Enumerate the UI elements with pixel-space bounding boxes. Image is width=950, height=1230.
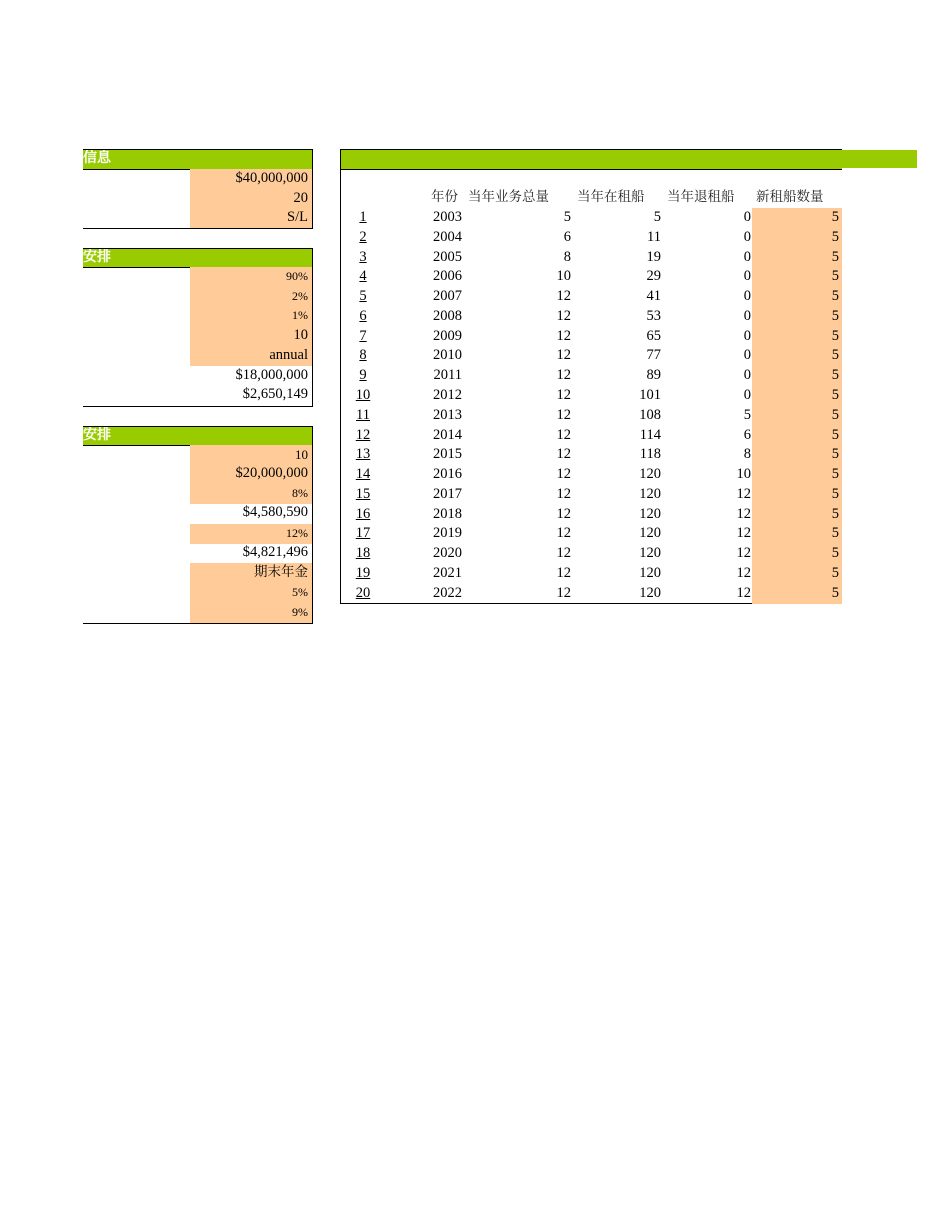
row-active: 19 bbox=[646, 248, 661, 265]
section1-value-2[interactable]: S/L bbox=[190, 208, 312, 228]
row-index-link[interactable]: 1 bbox=[359, 209, 367, 225]
table-row bbox=[340, 445, 842, 465]
column-header-returned: 当年退租船 bbox=[667, 189, 735, 205]
section3-value-0[interactable]: 10 bbox=[190, 445, 312, 465]
table-row bbox=[340, 406, 842, 426]
row-active: 65 bbox=[646, 327, 661, 344]
column-header-year: 年份 bbox=[431, 189, 458, 205]
section2-value-2[interactable]: 1% bbox=[190, 306, 312, 326]
row-index-link[interactable]: 3 bbox=[359, 248, 367, 265]
row-returned: 0 bbox=[743, 347, 751, 364]
row-total: 12 bbox=[556, 288, 571, 305]
table-row bbox=[340, 248, 842, 268]
table-row bbox=[340, 267, 842, 287]
row-year: 2012 bbox=[433, 387, 462, 404]
row-new-input[interactable]: 5 bbox=[752, 406, 842, 426]
row-new-input[interactable]: 5 bbox=[752, 307, 842, 327]
section2-value-1[interactable]: 2% bbox=[190, 287, 312, 307]
row-total: 12 bbox=[556, 485, 571, 502]
row-new-input[interactable]: 5 bbox=[752, 564, 842, 584]
row-index-link[interactable]: 13 bbox=[355, 446, 371, 463]
row-year: 2003 bbox=[433, 209, 462, 225]
row-total: 12 bbox=[556, 584, 571, 601]
row-returned: 0 bbox=[743, 387, 751, 404]
section2-value-4[interactable]: annual bbox=[190, 346, 312, 366]
row-total: 12 bbox=[556, 406, 571, 423]
row-active: 114 bbox=[639, 426, 661, 443]
row-active: 120 bbox=[639, 466, 661, 483]
table-row bbox=[340, 544, 842, 564]
row-returned: 0 bbox=[743, 228, 751, 245]
row-year: 2019 bbox=[433, 525, 462, 542]
section3-value-4[interactable]: 12% bbox=[190, 524, 312, 544]
column-header-total: 当年业务总量 bbox=[468, 189, 549, 205]
row-new-input[interactable]: 5 bbox=[752, 386, 842, 406]
row-new-input[interactable]: 5 bbox=[752, 287, 842, 307]
section3-value-1[interactable]: $20,000,000 bbox=[190, 464, 312, 484]
row-returned: 10 bbox=[736, 466, 751, 483]
row-year: 2009 bbox=[433, 327, 462, 344]
row-index-link[interactable]: 10 bbox=[355, 387, 371, 404]
row-index-link[interactable]: 2 bbox=[359, 228, 367, 245]
row-year: 2014 bbox=[433, 426, 462, 443]
row-new-input[interactable]: 5 bbox=[752, 426, 842, 446]
row-total: 8 bbox=[563, 248, 571, 265]
row-active: 120 bbox=[639, 505, 661, 522]
row-index-link[interactable]: 16 bbox=[355, 505, 371, 522]
row-total: 12 bbox=[556, 525, 571, 542]
row-total: 12 bbox=[556, 387, 571, 404]
row-active: 118 bbox=[639, 446, 661, 463]
row-year: 2020 bbox=[433, 545, 462, 562]
row-year: 2013 bbox=[433, 406, 462, 423]
row-index-link[interactable]: 15 bbox=[355, 485, 371, 502]
table-row bbox=[340, 505, 842, 525]
table-row bbox=[340, 228, 842, 248]
table-row bbox=[340, 386, 842, 406]
row-returned: 0 bbox=[743, 367, 751, 384]
row-new-input[interactable]: 5 bbox=[752, 445, 842, 465]
row-active: 108 bbox=[639, 406, 661, 423]
row-returned: 12 bbox=[736, 485, 751, 502]
row-year: 2011 bbox=[433, 367, 462, 384]
row-active: 101 bbox=[639, 387, 661, 404]
section3-value-5: $4,821,496 bbox=[242, 544, 308, 560]
section2-header bbox=[83, 248, 312, 267]
table-row bbox=[340, 485, 842, 505]
row-returned: 5 bbox=[743, 406, 751, 423]
row-total: 12 bbox=[556, 307, 571, 324]
row-index-link[interactable]: 14 bbox=[355, 466, 371, 483]
row-year: 2007 bbox=[433, 288, 462, 305]
row-new-input[interactable]: 5 bbox=[752, 465, 842, 485]
row-year: 2016 bbox=[433, 466, 462, 483]
section3-value-6[interactable]: 期末年金 bbox=[190, 563, 312, 583]
table-row bbox=[340, 208, 842, 228]
row-returned: 12 bbox=[736, 505, 751, 522]
row-returned: 0 bbox=[743, 209, 751, 225]
row-new-input[interactable]: 5 bbox=[752, 544, 842, 564]
row-index-link[interactable]: 4 bbox=[359, 268, 367, 285]
column-header-active: 当年在租船 bbox=[577, 189, 645, 205]
row-index-link[interactable]: 17 bbox=[355, 525, 371, 542]
table-header-bar bbox=[340, 149, 842, 169]
row-new-input[interactable]: 5 bbox=[752, 366, 842, 386]
row-year: 2022 bbox=[433, 584, 462, 601]
section2-value-6: $2,650,149 bbox=[242, 386, 308, 402]
row-returned: 0 bbox=[743, 327, 751, 344]
row-active: 77 bbox=[646, 347, 661, 364]
section3-value-8[interactable]: 9% bbox=[190, 603, 312, 623]
row-returned: 0 bbox=[743, 248, 751, 265]
row-active: 120 bbox=[639, 525, 661, 542]
row-total: 6 bbox=[563, 228, 571, 245]
row-returned: 0 bbox=[743, 307, 751, 324]
row-index-link[interactable]: 9 bbox=[359, 367, 367, 384]
table-row bbox=[340, 327, 842, 347]
row-active: 41 bbox=[646, 288, 661, 305]
row-total: 12 bbox=[556, 446, 571, 463]
row-active: 120 bbox=[639, 545, 661, 562]
table-row bbox=[340, 584, 842, 604]
row-new-input[interactable]: 5 bbox=[752, 228, 842, 248]
table-row bbox=[340, 426, 842, 446]
row-year: 2004 bbox=[433, 228, 462, 245]
row-index-link[interactable]: 8 bbox=[359, 347, 367, 364]
table-row bbox=[340, 287, 842, 307]
row-new-input[interactable]: 5 bbox=[752, 267, 842, 287]
row-returned: 0 bbox=[743, 288, 751, 305]
table-row bbox=[340, 366, 842, 386]
row-new-input[interactable]: 5 bbox=[752, 524, 842, 544]
row-year: 2018 bbox=[433, 505, 462, 522]
row-total: 12 bbox=[556, 545, 571, 562]
row-active: 53 bbox=[646, 307, 661, 324]
section2-title: 安排 bbox=[83, 249, 111, 265]
row-year: 2017 bbox=[433, 485, 462, 502]
row-total: 12 bbox=[556, 565, 571, 582]
row-new-input[interactable]: 5 bbox=[752, 584, 842, 604]
row-new-input[interactable]: 5 bbox=[752, 346, 842, 366]
table-header-bar-overflow bbox=[842, 150, 917, 168]
row-index-link[interactable]: 19 bbox=[355, 565, 371, 582]
row-year: 2010 bbox=[433, 347, 462, 364]
row-year: 2008 bbox=[433, 307, 462, 324]
column-header-new: 新租船数量 bbox=[756, 189, 824, 205]
row-total: 10 bbox=[556, 268, 571, 285]
row-new-input[interactable]: 5 bbox=[752, 208, 842, 228]
row-total: 12 bbox=[556, 347, 571, 364]
row-year: 2006 bbox=[433, 268, 462, 285]
section3-title: 安排 bbox=[83, 427, 111, 443]
row-year: 2021 bbox=[433, 565, 462, 582]
table-row bbox=[340, 465, 842, 485]
section2-value-0[interactable]: 90% bbox=[190, 267, 312, 287]
row-year: 2015 bbox=[433, 446, 462, 463]
section2-value-5: $18,000,000 bbox=[235, 367, 308, 383]
row-total: 12 bbox=[556, 505, 571, 522]
row-total: 12 bbox=[556, 466, 571, 483]
row-total: 12 bbox=[556, 367, 571, 384]
row-index-link[interactable]: 5 bbox=[359, 288, 367, 305]
row-returned: 0 bbox=[743, 268, 751, 285]
section1-value-1[interactable]: 20 bbox=[190, 189, 312, 209]
row-index-link[interactable]: 7 bbox=[359, 327, 367, 344]
row-index-link[interactable]: 6 bbox=[359, 307, 367, 324]
row-year: 2005 bbox=[433, 248, 462, 265]
section2-value-3[interactable]: 10 bbox=[190, 326, 312, 346]
row-active: 120 bbox=[639, 565, 661, 582]
section3-header bbox=[83, 426, 312, 445]
row-total: 5 bbox=[563, 209, 571, 225]
row-returned: 8 bbox=[743, 446, 751, 463]
row-new-input[interactable]: 5 bbox=[752, 505, 842, 525]
row-returned: 12 bbox=[736, 565, 751, 582]
row-returned: 6 bbox=[743, 426, 751, 443]
section1-header bbox=[83, 149, 312, 169]
row-active: 120 bbox=[639, 584, 661, 601]
row-active: 29 bbox=[646, 268, 661, 285]
row-new-input[interactable]: 5 bbox=[752, 327, 842, 347]
row-active: 11 bbox=[647, 228, 661, 245]
row-total: 12 bbox=[556, 327, 571, 344]
row-index-link[interactable]: 11 bbox=[356, 406, 370, 423]
section3-value-7[interactable]: 5% bbox=[190, 583, 312, 603]
row-total: 12 bbox=[556, 426, 571, 443]
row-returned: 12 bbox=[736, 584, 751, 601]
table-row bbox=[340, 524, 842, 544]
row-new-input[interactable]: 5 bbox=[752, 485, 842, 505]
section3-value-2[interactable]: 8% bbox=[190, 484, 312, 504]
table-row bbox=[340, 346, 842, 366]
row-returned: 12 bbox=[736, 545, 751, 562]
table-row bbox=[340, 564, 842, 584]
section1-value-0[interactable]: $40,000,000 bbox=[190, 169, 312, 189]
row-returned: 12 bbox=[736, 525, 751, 542]
row-index-link[interactable]: 18 bbox=[355, 545, 371, 562]
row-active: 5 bbox=[653, 209, 661, 225]
section3-value-3: $4,580,590 bbox=[242, 504, 308, 520]
row-index-link[interactable]: 12 bbox=[355, 426, 371, 443]
row-new-input[interactable]: 5 bbox=[752, 248, 842, 268]
section1-title: 信息 bbox=[83, 150, 111, 166]
table-row bbox=[340, 307, 842, 327]
row-active: 89 bbox=[646, 367, 661, 384]
row-index-link[interactable]: 20 bbox=[355, 584, 371, 601]
row-active: 120 bbox=[639, 485, 661, 502]
